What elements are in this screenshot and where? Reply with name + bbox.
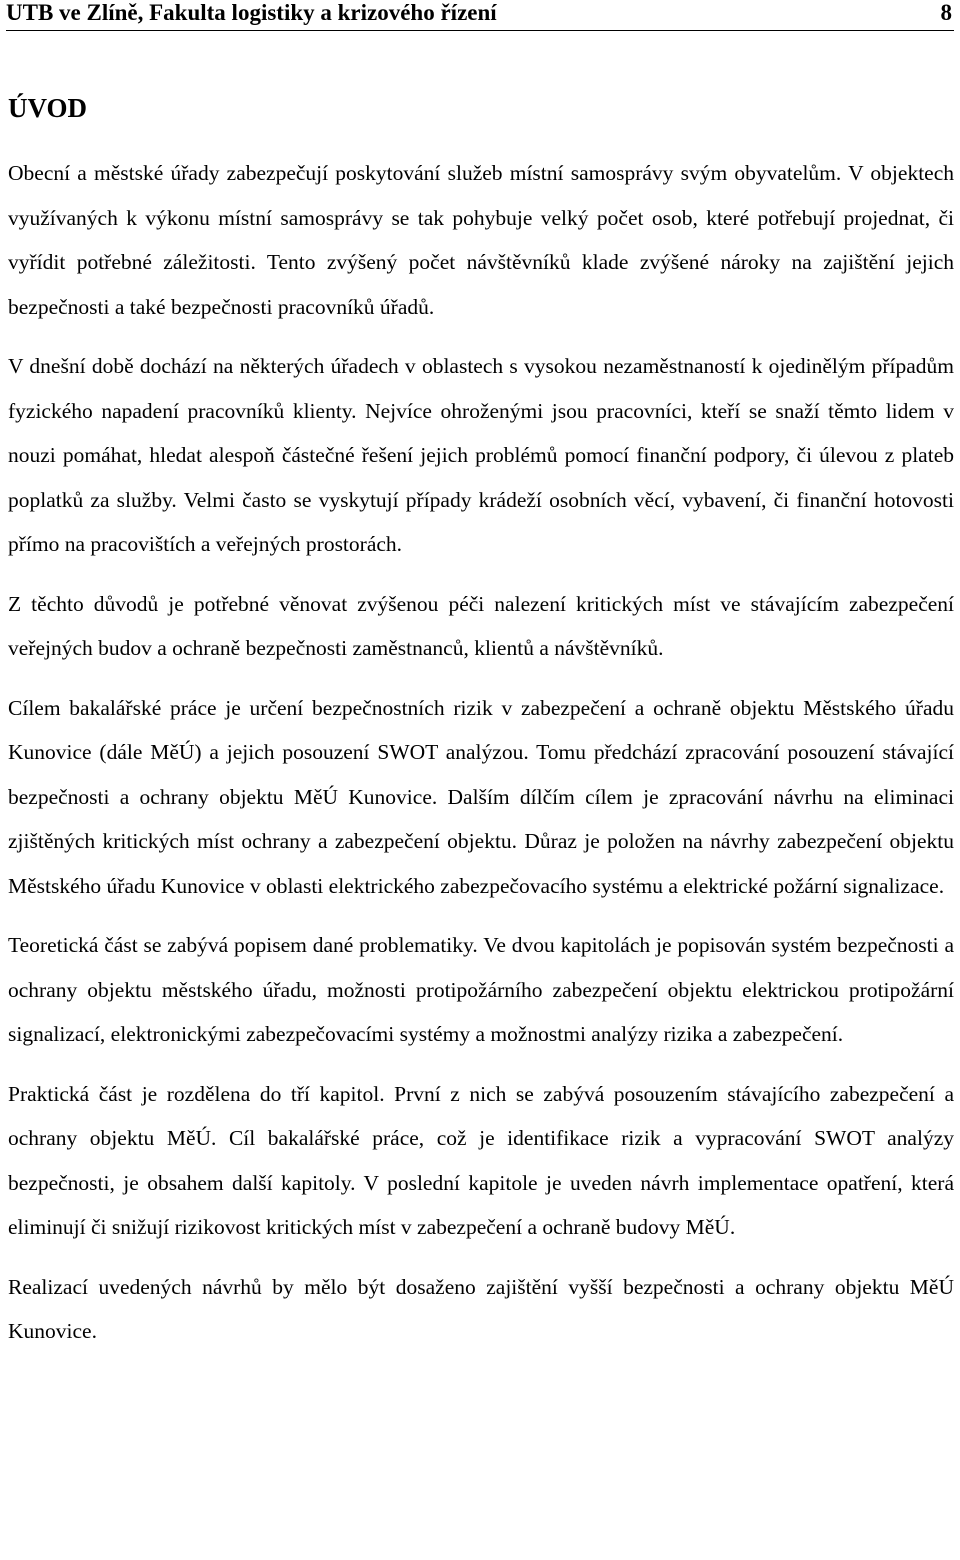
paragraph: Z těchto důvodů je potřebné věnovat zvýšenou péči nalezení kritických míst ve stávajícím zabezpečení veřejných budov a ochraně bezpečnosti zaměstnanců, klientů a návštěvníků. [8,591,954,660]
running-header [6,0,954,31]
chapter-title: ÚVOD [8,93,87,123]
paragraph: Realizací uvedených návrhů by mělo být dosaženo zajištění vyšší bezpečnosti a ochrany objektu MěÚ Kunovice. [8,1274,954,1343]
paragraph: Teoretická část se zabývá popisem dané problematiky. Ve dvou kapitolách je popisován systém bezpečnosti a ochrany objektu městského úřadu, možnosti protipožárního zabezpečení objektu elektrickou protipožární signalizací, elektronickými zabezpečovacími systémy a možnostmi analýzy rizika a zabezpečení. [8,933,954,1046]
page-number: 8 [940,0,952,25]
paragraph: Cílem bakalářské práce je určení bezpečnostních rizik v zabezpečení a ochraně objektu Městského úřadu Kunovice (dále MěÚ) a jejich posouzení SWOT analýzou. Tomu předchází zpracování posouzení stávající bezpečnosti a ochrany objektu MěÚ Kunovice. Dalším dílčím cílem je zpracování návrhu na eliminaci zjištěných kritických míst ochrany a zabezpečení objektu. Důraz je položen na návrhy zabezpečení objektu Městského úřadu Kunovice v oblasti elektrického zabezpečovacího systému a elektrické požární signalizace. [8,695,954,898]
body-text [8,151,954,1369]
paragraph: Praktická část je rozdělena do tří kapitol. První z nich se zabývá posouzením stávajícího zabezpečení a ochrany objektu MěÚ. Cíl bakalářské práce, což je identifikace rizik a vypracování SWOT analýzy bezpečnosti, je obsahem další kapitoly. V poslední kapitole je uveden návrh implementace opatření, která eliminují či snižují rizikovost kritických míst v zabezpečení a ochraně budovy MěÚ. [8,1081,954,1239]
header-title: UTB ve Zlíně, Fakulta logistiky a krizového řízení [6,0,497,25]
paragraph: V dnešní době dochází na některých úřadech v oblastech s vysokou nezaměstnaností k ojedinělým případům fyzického napadení pracovníků klienty. Nejvíce ohroženými jsou pracovníci, kteří se snaží těmto lidem v nouzi pomáhat, hledat alespoň částečné řešení jejich problémů pomocí finanční podpory, či úlevou z plateb poplatků za služby. Velmi často se vyskytují případy krádeží osobních věcí, vybavení, či finanční hotovosti přímo na pracovištích a veřejných prostorách. [8,354,954,556]
paragraph: Obecní a městské úřady zabezpečují poskytování služeb místní samosprávy svým obyvatelům. V objektech využívaných k výkonu místní samosprávy se tak pohybuje velký počet osob, které potřebují projednat, či vyřídit potřebné záležitosti. Tento zvýšený počet návštěvníků klade zvýšené nároky na zajištění jejich bezpečnosti a také bezpečnosti pracovníků úřadů. [8,161,954,319]
